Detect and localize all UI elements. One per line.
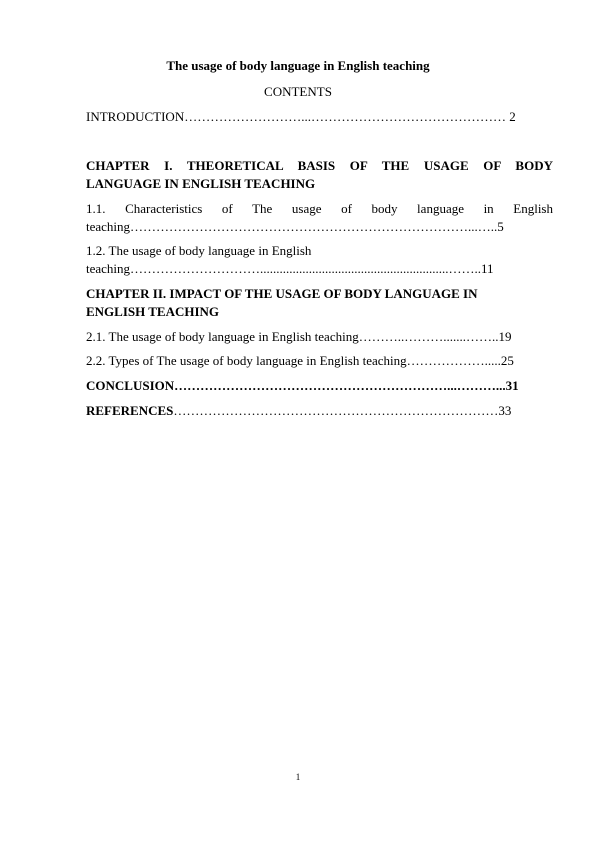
toc-entry-text: CONCLUSION………………………………………………………...………...31 (86, 378, 519, 393)
toc-entry-references[interactable] (86, 403, 553, 419)
toc-entry-line1: CHAPTER I. THEORETICAL BASIS OF THE USAGE OF BODY (86, 158, 553, 173)
toc-entry-2-1[interactable] (86, 329, 553, 345)
toc-entry-line2: teaching…………………………..........................................................……..11 (86, 261, 494, 276)
page-number: 1 (295, 772, 301, 782)
toc-entry-line1: 1.1. Characteristics of The usage of body language in English (86, 201, 553, 216)
toc-entry-line2: ENGLISH TEACHING (86, 304, 220, 319)
toc-entry-line2: LANGUAGE IN ENGLISH TEACHING (86, 176, 316, 191)
toc-entry-text: 2.2. Types of The usage of body language in English teaching……………….....25 (86, 353, 514, 368)
toc-entry-1-1[interactable] (86, 201, 553, 235)
toc-entry-line1: CHAPTER II. IMPACT OF THE USAGE OF BODY LANGUAGE IN (86, 286, 478, 301)
toc-entry-text: INTRODUCTION………………………...……………………………………… 2 (86, 109, 516, 124)
contents-heading: CONTENTS (264, 84, 332, 99)
document-title: The usage of body language in English teaching (166, 58, 430, 73)
toc-entry-line1: 1.2. The usage of body language in English (86, 243, 312, 258)
toc-entry-label: REFERENCES (86, 403, 174, 418)
toc-entry-conclusion[interactable] (86, 378, 553, 394)
toc-entry-chapter-1[interactable] (86, 158, 553, 192)
toc-entry-2-2[interactable] (86, 353, 553, 369)
toc-entry-chapter-2[interactable] (86, 286, 553, 320)
toc-entry-leader: …………………………………………………………………33 (173, 403, 512, 418)
toc-entry-introduction[interactable] (86, 109, 553, 125)
toc-entry-1-2[interactable] (86, 243, 553, 277)
toc-entry-line2: teaching……………………………………………………………………...…..5 (86, 219, 504, 234)
toc-entry-text: 2.1. The usage of body language in English teaching………..……….......……..19 (86, 329, 512, 344)
